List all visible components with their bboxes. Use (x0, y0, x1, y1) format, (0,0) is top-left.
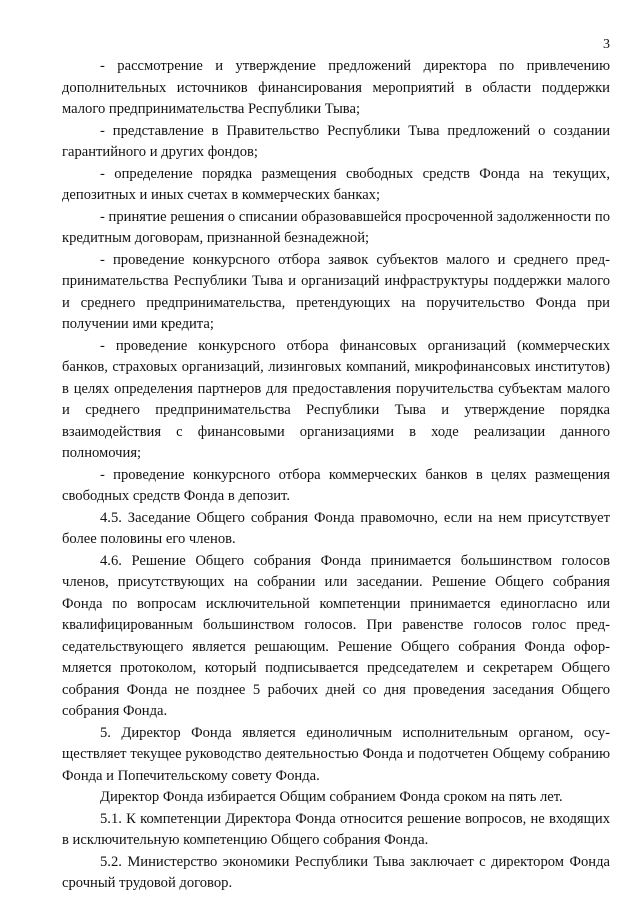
document-body (62, 56, 610, 895)
paragraph-sme-selection: - проведение конкурсного отбора заявок субъектов малого и среднего предпринимательства Республики Тыва и организаций инфраструктуры поддержки малого и среднего предпринимательства, претендующих на поручительство Фонда при получении ими кредита; (62, 251, 610, 332)
paragraph-clause-5-1: 5.1. К компетенции Директора Фонда относится решение вопросов, не входящих в исключительную компетенцию Общего собрания Фонда. (62, 810, 610, 848)
paragraph-clause-5-2: 5.2. Министерство экономики Республики Тыва заключает с директором Фонда срочный трудовой договор. (62, 853, 610, 891)
paragraph-guarantee-fund-proposal: - представление в Правительство Республики Тыва предложений о создании гарантийного и других фондов; (62, 122, 610, 160)
paragraph-financial-org-selection: - проведение конкурсного отбора финансовых организаций (коммерческих банков, страховых организаций, лизинговых компаний, микрофинансовых институтов) в целях определения партнеров для предоставления поручительства субъектам малого и среднего предпринимательства Республики Тыва и утверждение порядка взаимодействия с финансовыми организациями в ходе реализации данного полномочия; (62, 337, 610, 461)
paragraph-additional-financing: - рассмотрение и утверждение предложений директора по привлечению дополнительных источников финансирования мероприятий в области поддержки малого предпринимательства Республики Тыва; (62, 58, 610, 117)
paragraph-clause-4-6: 4.6. Решение Общего собрания Фонда принимается большинством голосов членов, присутствующих на собрании или заседании. Решение Общего собрания Фонда по вопросам исключительной компетенции принимается единогласно или квалифицированным большинством голосов. При равенстве голосов голос председательствующего является решающим. Решение Общего собрания Фонда оформляется протоколом, который подписывается председателем и секретарем Общего собрания Фонда не позднее 5 рабочих дней со дня проведения заседания Общего собрания Фонда. (62, 552, 610, 719)
paragraph-bank-deposit-selection: - проведение конкурсного отбора коммерческих банков в целях размещения свободных средств Фонда в депозит. (62, 466, 610, 504)
page-number: 3 (603, 37, 610, 52)
paragraph-director-term: Директор Фонда избирается Общим собранием Фонда сроком на пять лет. (100, 789, 563, 805)
paragraph-debt-write-off: - принятие решения о списании образовавшейся просроченной задолженности по кредитным договорам, признанной безнадежной; (62, 208, 610, 246)
paragraph-clause-4-5: 4.5. Заседание Общего собрания Фонда правомочно, если на нем присутствует более половины его членов. (62, 509, 610, 547)
paragraph-clause-5: 5. Директор Фонда является единоличным исполнительным органом, осуществляет текущее руководство деятельностью Фонда и подотчетен Общему собранию Фонда и Попечительскому совету Фонда. (62, 724, 610, 784)
paragraph-free-funds-placement: - определение порядка размещения свободных средств Фонда на текущих, депозитных и иных счетах в коммерческих банках; (62, 165, 610, 203)
